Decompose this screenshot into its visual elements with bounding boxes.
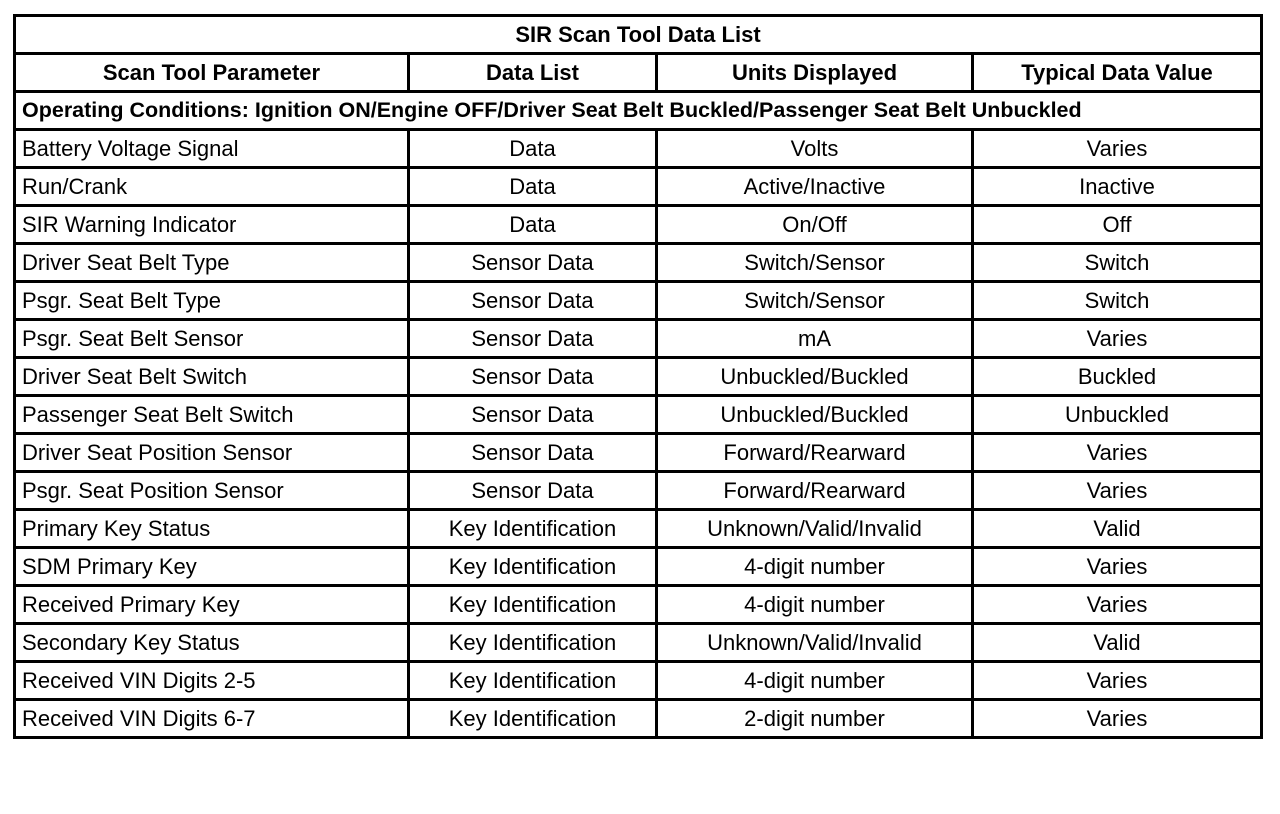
param-cell: Received Primary Key bbox=[15, 586, 409, 624]
data-list-cell: Sensor Data bbox=[409, 358, 657, 396]
typical-value-cell: Varies bbox=[973, 130, 1262, 168]
typical-value-cell: Valid bbox=[973, 510, 1262, 548]
typical-value-cell: Varies bbox=[973, 700, 1262, 738]
typical-value-cell: Varies bbox=[973, 472, 1262, 510]
param-cell: Received VIN Digits 6-7 bbox=[15, 700, 409, 738]
typical-value-cell: Switch bbox=[973, 282, 1262, 320]
units-cell: Unknown/Valid/Invalid bbox=[657, 624, 973, 662]
units-cell: 4-digit number bbox=[657, 662, 973, 700]
data-list-cell: Key Identification bbox=[409, 700, 657, 738]
data-list-cell: Key Identification bbox=[409, 624, 657, 662]
units-cell: Forward/Rearward bbox=[657, 434, 973, 472]
units-cell: Switch/Sensor bbox=[657, 282, 973, 320]
param-cell: Passenger Seat Belt Switch bbox=[15, 396, 409, 434]
data-list-cell: Key Identification bbox=[409, 510, 657, 548]
typical-value-cell: Buckled bbox=[973, 358, 1262, 396]
units-cell: Unknown/Valid/Invalid bbox=[657, 510, 973, 548]
table-title: SIR Scan Tool Data List bbox=[15, 16, 1262, 54]
units-cell: Unbuckled/Buckled bbox=[657, 396, 973, 434]
header-typical-data-value: Typical Data Value bbox=[973, 54, 1262, 92]
table-row bbox=[15, 434, 1262, 472]
typical-value-cell: Inactive bbox=[973, 168, 1262, 206]
table-row bbox=[15, 472, 1262, 510]
typical-value-cell: Varies bbox=[973, 586, 1262, 624]
data-list-cell: Sensor Data bbox=[409, 320, 657, 358]
units-cell: Switch/Sensor bbox=[657, 244, 973, 282]
table-row bbox=[15, 396, 1262, 434]
data-list-cell: Key Identification bbox=[409, 662, 657, 700]
param-cell: Driver Seat Belt Switch bbox=[15, 358, 409, 396]
table-row bbox=[15, 244, 1262, 282]
table-row bbox=[15, 282, 1262, 320]
units-cell: Unbuckled/Buckled bbox=[657, 358, 973, 396]
data-list-cell: Data bbox=[409, 206, 657, 244]
table-row bbox=[15, 206, 1262, 244]
typical-value-cell: Varies bbox=[973, 434, 1262, 472]
header-data-list: Data List bbox=[409, 54, 657, 92]
typical-value-cell: Varies bbox=[973, 662, 1262, 700]
typical-value-cell: Switch bbox=[973, 244, 1262, 282]
table-row bbox=[15, 510, 1262, 548]
typical-value-cell: Off bbox=[973, 206, 1262, 244]
param-cell: Received VIN Digits 2-5 bbox=[15, 662, 409, 700]
data-list-cell: Sensor Data bbox=[409, 244, 657, 282]
header-scan-tool-parameter: Scan Tool Parameter bbox=[15, 54, 409, 92]
table-title-row bbox=[15, 16, 1262, 54]
table-row bbox=[15, 700, 1262, 738]
header-units-displayed: Units Displayed bbox=[657, 54, 973, 92]
typical-value-cell: Valid bbox=[973, 624, 1262, 662]
table-header-row bbox=[15, 54, 1262, 92]
typical-value-cell: Unbuckled bbox=[973, 396, 1262, 434]
units-cell: Active/Inactive bbox=[657, 168, 973, 206]
data-list-cell: Sensor Data bbox=[409, 472, 657, 510]
units-cell: 4-digit number bbox=[657, 548, 973, 586]
param-cell: Battery Voltage Signal bbox=[15, 130, 409, 168]
table-row bbox=[15, 548, 1262, 586]
data-list-cell: Data bbox=[409, 168, 657, 206]
units-cell: 4-digit number bbox=[657, 586, 973, 624]
units-cell: 2-digit number bbox=[657, 700, 973, 738]
table-row bbox=[15, 586, 1262, 624]
units-cell: Forward/Rearward bbox=[657, 472, 973, 510]
data-list-cell: Sensor Data bbox=[409, 434, 657, 472]
table-row bbox=[15, 168, 1262, 206]
param-cell: Psgr. Seat Belt Sensor bbox=[15, 320, 409, 358]
operating-conditions: Operating Conditions: Ignition ON/Engine OFF/Driver Seat Belt Buckled/Passenger Seat Belt Unbuckled bbox=[15, 92, 1262, 130]
data-list-cell: Sensor Data bbox=[409, 282, 657, 320]
units-cell: Volts bbox=[657, 130, 973, 168]
units-cell: mA bbox=[657, 320, 973, 358]
param-cell: Driver Seat Position Sensor bbox=[15, 434, 409, 472]
param-cell: Psgr. Seat Position Sensor bbox=[15, 472, 409, 510]
data-list-cell: Key Identification bbox=[409, 586, 657, 624]
table-body bbox=[15, 130, 1262, 738]
table-row bbox=[15, 662, 1262, 700]
param-cell: Run/Crank bbox=[15, 168, 409, 206]
table-row bbox=[15, 130, 1262, 168]
param-cell: Psgr. Seat Belt Type bbox=[15, 282, 409, 320]
operating-conditions-row bbox=[15, 92, 1262, 130]
table-row bbox=[15, 624, 1262, 662]
units-cell: On/Off bbox=[657, 206, 973, 244]
data-list-cell: Key Identification bbox=[409, 548, 657, 586]
table-row bbox=[15, 358, 1262, 396]
param-cell: SDM Primary Key bbox=[15, 548, 409, 586]
param-cell: Primary Key Status bbox=[15, 510, 409, 548]
sir-data-table bbox=[13, 14, 1263, 739]
data-list-cell: Data bbox=[409, 130, 657, 168]
typical-value-cell: Varies bbox=[973, 548, 1262, 586]
data-list-cell: Sensor Data bbox=[409, 396, 657, 434]
table-row bbox=[15, 320, 1262, 358]
param-cell: Driver Seat Belt Type bbox=[15, 244, 409, 282]
typical-value-cell: Varies bbox=[973, 320, 1262, 358]
param-cell: Secondary Key Status bbox=[15, 624, 409, 662]
param-cell: SIR Warning Indicator bbox=[15, 206, 409, 244]
